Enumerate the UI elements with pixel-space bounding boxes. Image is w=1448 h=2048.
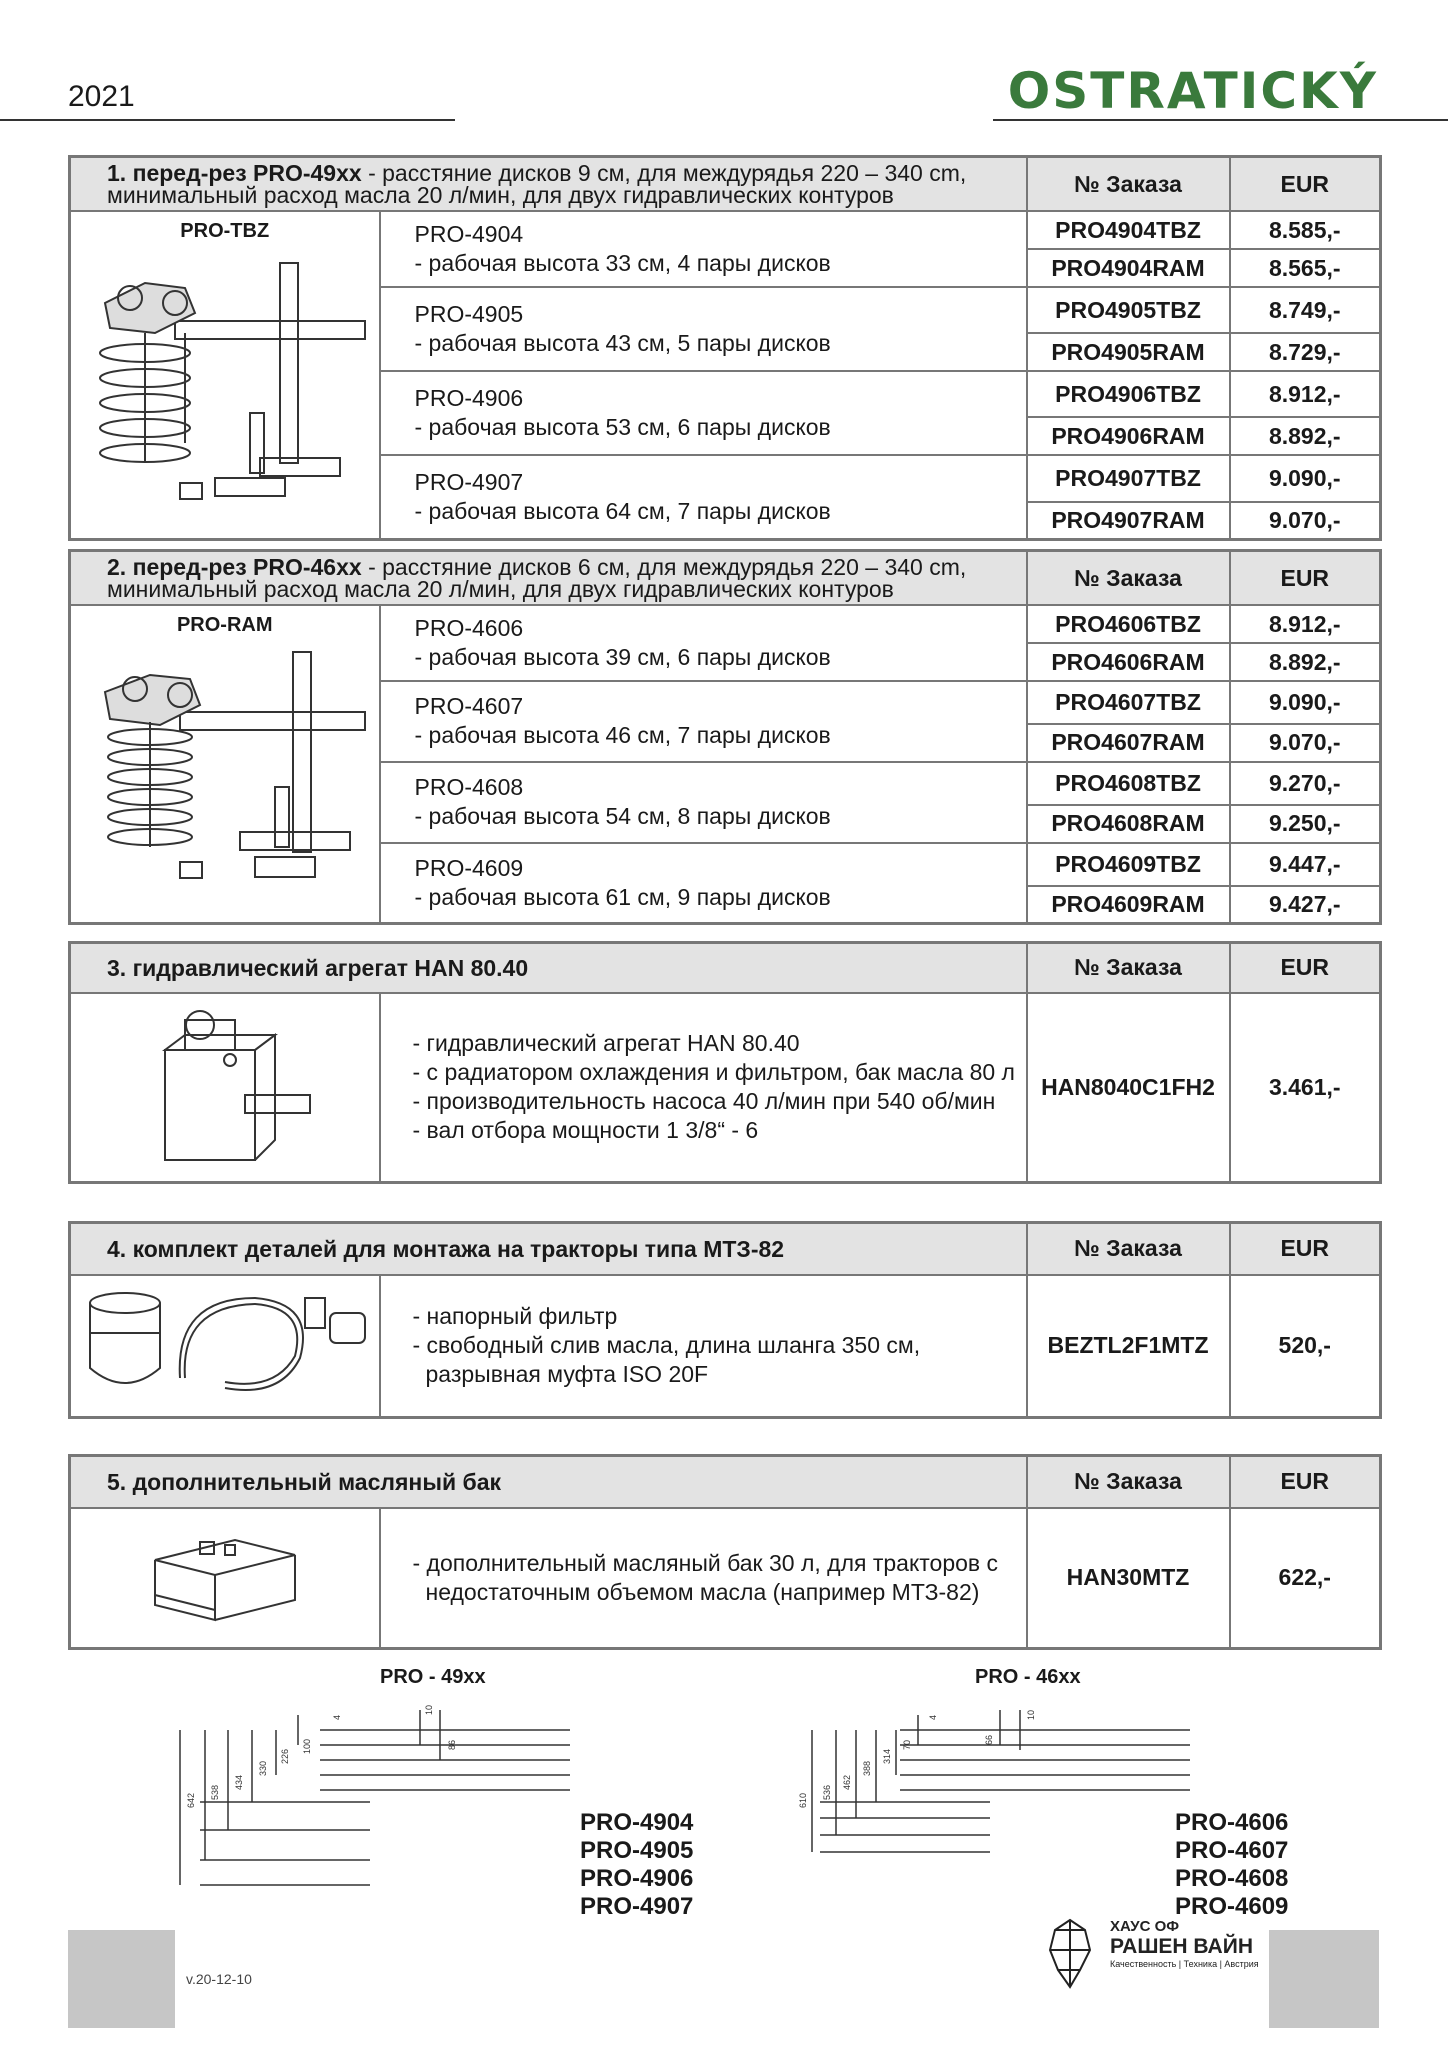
section-title: 1. перед-рез PRO-49xx - расстяние дисков 9 см, для междурядья 220 – 340 cm, минимальный расход масла 20 л/мин, для двух гидравлических контуров: [70, 157, 1027, 212]
model-name: PRO-4608: [414, 774, 524, 801]
order-code: PRO4608RAM: [1027, 805, 1230, 843]
diagram-models-right: PRO-4606 PRO-4607 PRO-4608 PRO-4609: [1175, 1809, 1289, 1920]
column-header-eur: EUR: [1230, 157, 1381, 212]
diagram-title-right: PRO - 46xx: [975, 1666, 1081, 1688]
price: 8.892,-: [1230, 643, 1381, 681]
svg-text:462: 462: [842, 1774, 852, 1790]
wine-house-logo-text: ХАУС ОФ РАШЕН ВАЙН Качественность | Техника | Австрия: [1110, 1918, 1259, 1969]
product-image-cell: [70, 1275, 380, 1418]
product-desc: - гидравлический агрегат HAN 80.40 - с радиатором охлаждения и фильтром, бак масла 80 л - производительность насоса 40 л/мин при 540 об/мин - вал отбора мощности 1 3/8“ - 6: [380, 993, 1027, 1183]
price: 9.427,-: [1230, 886, 1381, 924]
svg-text:610: 610: [798, 1792, 808, 1808]
order-code: PRO4907RAM: [1027, 502, 1230, 540]
price: 9.070,-: [1230, 502, 1381, 540]
model-desc: [380, 211, 1027, 287]
order-code: PRO4904RAM: [1027, 249, 1230, 287]
model-spec: - рабочая высота 64 см, 7 пары дисков: [414, 498, 831, 525]
model-name: PRO-4607: [414, 693, 524, 720]
price: 8.912,-: [1230, 371, 1381, 417]
order-code: PRO4906RAM: [1027, 417, 1230, 455]
section-title: 3. гидравлический агрегат HAN 80.40: [70, 943, 1027, 993]
column-header-eur: EUR: [1230, 943, 1381, 993]
section-hydraulic-unit: [68, 941, 1382, 1184]
product-image-cell: [70, 605, 380, 924]
model-name: PRO-4609: [414, 854, 524, 881]
price: 8.892,-: [1230, 417, 1381, 455]
price: 9.090,-: [1230, 681, 1381, 724]
svg-text:10: 10: [1026, 1709, 1036, 1720]
svg-text:226: 226: [280, 1748, 290, 1764]
order-code: PRO4606TBZ: [1027, 605, 1230, 643]
section-oil-tank: [68, 1454, 1382, 1650]
product-image-cell: [70, 211, 380, 540]
brand-logo: OSTRATICKÝ: [1007, 62, 1378, 120]
model-spec: - рабочая высота 46 см, 7 пары дисков: [414, 722, 831, 749]
column-header-order: № Заказа: [1027, 1223, 1230, 1275]
price: 520,-: [1230, 1275, 1381, 1418]
price: 622,-: [1230, 1508, 1381, 1649]
svg-text:538: 538: [210, 1784, 220, 1800]
oil-tank-illustration: [145, 1520, 305, 1630]
svg-text:388: 388: [862, 1760, 872, 1776]
svg-text:86: 86: [447, 1739, 457, 1750]
section-title: 5. дополнительный масляный бак: [70, 1456, 1027, 1508]
footer-gray-box-left: [68, 1930, 175, 2028]
order-code: HAN30MTZ: [1027, 1508, 1230, 1649]
price: 9.250,-: [1230, 805, 1381, 843]
order-code: PRO4609RAM: [1027, 886, 1230, 924]
diagram-models-left: PRO-4904 PRO-4905 PRO-4906 PRO-4907: [580, 1809, 694, 1920]
order-code: PRO4607TBZ: [1027, 681, 1230, 724]
order-code: PRO4609TBZ: [1027, 843, 1230, 886]
product-image-cell: [70, 1508, 380, 1649]
price: 8.912,-: [1230, 605, 1381, 643]
order-code: BEZTL2F1MTZ: [1027, 1275, 1230, 1418]
dimension-diagram-left: [170, 1690, 610, 1900]
hydraulic-unit-illustration: [125, 1000, 325, 1170]
year-label: 2021: [68, 80, 135, 113]
svg-text:4: 4: [928, 1714, 938, 1720]
model-desc: [380, 287, 1027, 371]
svg-text:434: 434: [234, 1774, 244, 1790]
header-rule-right: [993, 119, 1448, 121]
model-name: PRO-4906: [414, 385, 524, 412]
diagram-title-left: PRO - 49xx: [380, 1666, 486, 1688]
order-code: PRO4607RAM: [1027, 724, 1230, 762]
model-spec: - рабочая высота 54 см, 8 пары дисков: [414, 803, 831, 830]
column-header-eur: EUR: [1230, 551, 1381, 606]
footer-gray-box-right: [1269, 1930, 1379, 2028]
model-name: PRO-4904: [414, 221, 524, 247]
cutter-illustration: [75, 637, 375, 917]
svg-text:100: 100: [302, 1738, 312, 1754]
model-name: PRO-4907: [414, 469, 524, 496]
model-desc: [380, 843, 1027, 924]
model-name: PRO-4905: [414, 301, 524, 328]
order-code: PRO4904TBZ: [1027, 211, 1230, 249]
model-desc: [380, 762, 1027, 843]
model-spec: - рабочая высота 61 см, 9 пары дисков: [414, 883, 831, 910]
product-desc: - дополнительный масляный бак 30 л, для тракторов с недостаточным объемом масла (например МТЗ-82): [380, 1508, 1027, 1649]
price: 8.729,-: [1230, 333, 1381, 371]
model-spec: - рабочая высота 43 см, 5 пары дисков: [414, 330, 831, 357]
column-header-order: № Заказа: [1027, 157, 1230, 212]
section-mtz-kit: [68, 1221, 1382, 1419]
column-header-eur: EUR: [1230, 1456, 1381, 1508]
order-code: PRO4608TBZ: [1027, 762, 1230, 805]
column-header-order: № Заказа: [1027, 551, 1230, 606]
svg-text:314: 314: [882, 1748, 892, 1764]
model-spec: - рабочая высота 33 см, 4 пары дисков: [414, 250, 831, 276]
wine-house-logo-icon: [1040, 1915, 1102, 1993]
model-desc: [380, 455, 1027, 539]
header-rule-left: [0, 119, 455, 121]
price: 8.565,-: [1230, 249, 1381, 287]
column-header-order: № Заказа: [1027, 943, 1230, 993]
column-header-order: № Заказа: [1027, 1456, 1230, 1508]
order-code: PRO4905TBZ: [1027, 287, 1230, 333]
column-header-eur: EUR: [1230, 1223, 1381, 1275]
section-pro-49xx: [68, 155, 1382, 541]
model-desc: [380, 681, 1027, 762]
product-desc: - напорный фильтр - свободный слив масла, длина шланга 350 см, разрывная муфта ISO 20F: [380, 1275, 1027, 1418]
section-title: 2. перед-рез PRO-46xx - расстяние дисков 6 см, для междурядья 220 – 340 cm, минимальный расход масла 20 л/мин, для двух гидравлических контуров: [70, 551, 1027, 606]
price: 9.447,-: [1230, 843, 1381, 886]
svg-text:10: 10: [424, 1704, 434, 1715]
cutter-illustration: [75, 243, 375, 533]
section-title: 4. комплект деталей для монтажа на тракторы типа МТЗ-82: [70, 1223, 1027, 1275]
price: 9.270,-: [1230, 762, 1381, 805]
price: 9.090,-: [1230, 455, 1381, 501]
svg-text:642: 642: [186, 1792, 196, 1808]
model-spec: - рабочая высота 53 см, 6 пары дисков: [414, 414, 831, 441]
image-label: PRO-RAM: [176, 614, 273, 636]
product-image-cell: [70, 993, 380, 1183]
dimension-diagram-right: [790, 1690, 1230, 1900]
price: 3.461,-: [1230, 993, 1381, 1183]
svg-text:330: 330: [258, 1760, 268, 1776]
model-desc: [380, 371, 1027, 455]
model-spec: - рабочая высота 39 см, 6 пары дисков: [414, 644, 831, 670]
price: 8.749,-: [1230, 287, 1381, 333]
image-label: PRO-TBZ: [180, 220, 270, 242]
filter-hose-illustration: [75, 1278, 375, 1408]
model-name: PRO-4606: [414, 615, 524, 641]
order-code: PRO4906TBZ: [1027, 371, 1230, 417]
order-code: HAN8040C1FH2: [1027, 993, 1230, 1183]
svg-text:4: 4: [332, 1714, 342, 1720]
order-code: PRO4907TBZ: [1027, 455, 1230, 501]
version-label: v.20-12-10: [186, 1971, 252, 1987]
model-desc: [380, 605, 1027, 681]
svg-text:536: 536: [822, 1784, 832, 1800]
price: 9.070,-: [1230, 724, 1381, 762]
svg-text:70: 70: [902, 1739, 912, 1750]
order-code: PRO4905RAM: [1027, 333, 1230, 371]
order-code: PRO4606RAM: [1027, 643, 1230, 681]
price: 8.585,-: [1230, 211, 1381, 249]
svg-text:66: 66: [984, 1734, 994, 1745]
section-pro-46xx: [68, 549, 1382, 925]
